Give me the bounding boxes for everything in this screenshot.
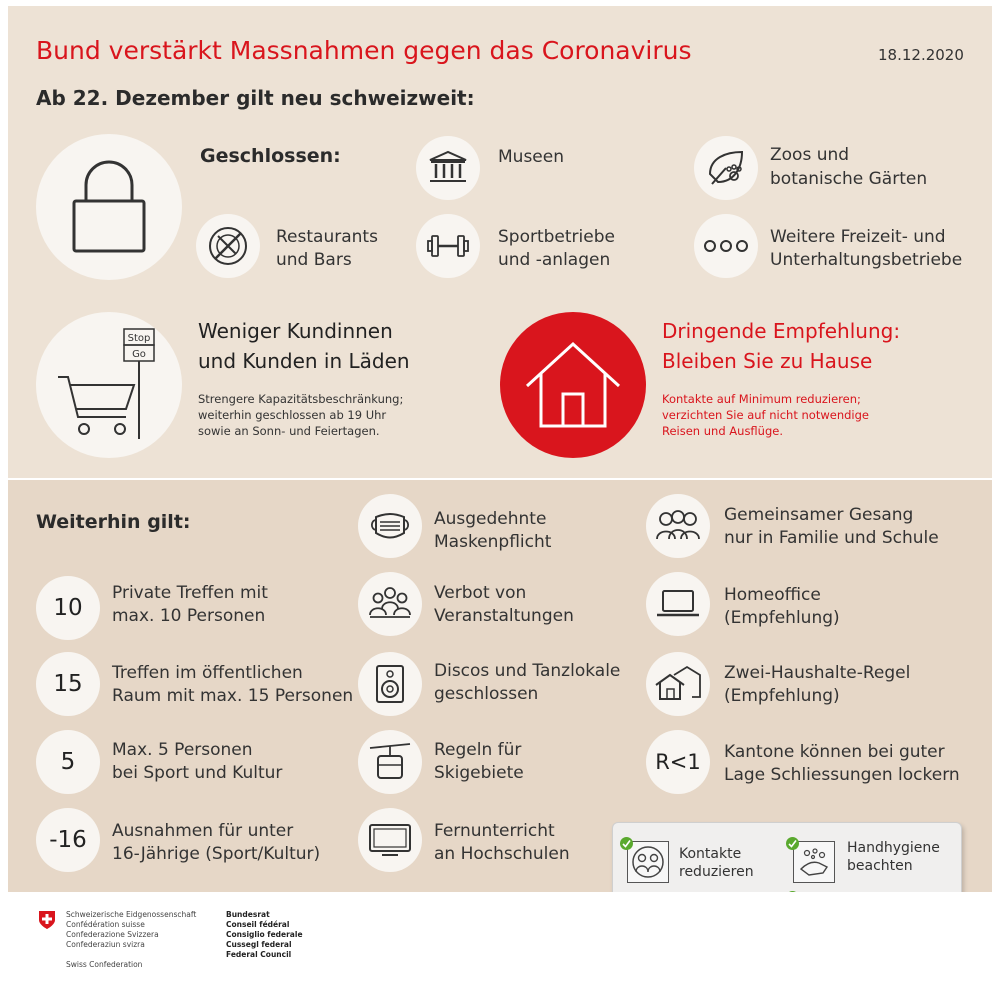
singing-circle <box>646 494 710 558</box>
leisure-label-1: Weitere Freizeit- und <box>770 227 946 247</box>
shopping-cart-icon <box>54 325 164 445</box>
footer-council-5: Federal Council <box>226 950 292 959</box>
under-16-label-2: 16-Jährige (Sport/Kultur) <box>112 844 321 864</box>
footer <box>0 892 1000 998</box>
shop-circle <box>36 312 182 458</box>
check-icon <box>620 837 633 850</box>
events-label-2: Veranstaltungen <box>434 606 574 626</box>
events-circle <box>358 572 422 636</box>
private-meetings-label-1: Private Treffen mit <box>112 583 268 603</box>
monitor-icon <box>367 822 413 858</box>
check-icon <box>786 837 799 850</box>
subtitle: Ab 22. Dezember gilt neu schweizweit: <box>36 86 475 110</box>
sport-culture-label-1: Max. 5 Personen <box>112 740 253 760</box>
footer-council-4: Cussegl federal <box>226 940 292 949</box>
badge-5 <box>36 730 100 794</box>
singing-label-2: nur in Familie und Schule <box>724 528 939 548</box>
museum-icon <box>427 150 469 186</box>
shops-body-2: weiterhin geschlossen ab 19 Uhr <box>198 408 387 422</box>
date-label: 18.12.2020 <box>878 46 964 64</box>
footer-language-1: Schweizerische Eidgenossenschaft <box>66 910 197 919</box>
sport-circle <box>416 214 480 278</box>
shops-body-1: Strengere Kapazitätsbeschränkung; <box>198 392 404 406</box>
leaf-paw-icon <box>704 148 748 188</box>
leisure-label-2: Unterhaltungsbetriebe <box>770 250 963 270</box>
two-households-label-1: Zwei-Haushalte-Regel <box>724 663 911 683</box>
ski-circle <box>358 730 422 794</box>
cantons-label-2: Lage Schliessungen lockern <box>724 765 960 785</box>
go-sign-label: Go <box>132 349 146 360</box>
r-value-circle <box>646 730 710 794</box>
two-households-circle <box>646 652 710 716</box>
distance-learning-label-2: an Hochschulen <box>434 844 570 864</box>
swiss-coat-of-arms-icon <box>38 910 56 930</box>
restaurant-circle <box>196 214 260 278</box>
mask-circle <box>358 494 422 558</box>
homeoffice-label-1: Homeoffice <box>724 585 821 605</box>
ski-label-2: Skigebiete <box>434 763 524 783</box>
restaurant-label-2: und Bars <box>276 250 352 270</box>
restaurant-closed-icon <box>206 224 250 268</box>
stay-home-circle <box>500 312 646 458</box>
distance-learning-label-1: Fernunterricht <box>434 821 555 841</box>
disco-circle <box>358 652 422 716</box>
shops-heading-2: und Kunden in Läden <box>198 349 410 373</box>
distance-learning-circle <box>358 808 422 872</box>
badge-10 <box>36 576 100 640</box>
stay-home-heading-2: Bleiben Sie zu Hause <box>662 349 873 373</box>
stay-home-body-2: verzichten Sie auf nicht notwendige <box>662 408 869 422</box>
closed-heading: Geschlossen: <box>200 145 341 167</box>
homeoffice-circle <box>646 572 710 636</box>
lock-circle <box>36 134 182 280</box>
singing-group-icon <box>655 509 701 543</box>
stay-home-body-1: Kontakte auf Minimum reduzieren; <box>662 392 861 406</box>
sport-label-1: Sportbetriebe <box>498 227 615 247</box>
museum-circle <box>416 136 480 200</box>
stay-home-heading-1: Dringende Empfehlung: <box>662 319 901 343</box>
badge-5-value: 5 <box>60 749 76 775</box>
mask-icon <box>368 511 412 541</box>
contacts-label-1: Kontakte <box>679 846 742 862</box>
badge-minus-16-value: -16 <box>49 827 87 853</box>
zoo-label-1: Zoos und <box>770 145 850 165</box>
disco-label-2: geschlossen <box>434 684 539 704</box>
contacts-label-2: reduzieren <box>679 864 754 880</box>
laptop-icon <box>655 588 701 620</box>
sport-label-2: und -anlagen <box>498 250 611 270</box>
shops-heading-1: Weniger Kundinnen <box>198 319 393 343</box>
hand-hygiene-tile <box>793 841 835 883</box>
stop-sign-label: Stop <box>127 333 151 344</box>
private-meetings-label-2: max. 10 Personen <box>112 606 266 626</box>
museum-label: Museen <box>498 147 564 167</box>
public-meetings-label-2: Raum mit max. 15 Personen <box>112 686 354 706</box>
events-label-1: Verbot von <box>434 583 527 603</box>
house-icon <box>521 338 625 432</box>
crowd-icon <box>367 585 413 623</box>
mask-label-1: Ausgedehnte <box>434 509 547 529</box>
stay-home-body-3: Reisen und Ausflüge. <box>662 424 783 438</box>
badge-minus-16 <box>36 808 100 872</box>
two-houses-icon <box>654 665 702 703</box>
badge-10-value: 10 <box>53 595 83 621</box>
footer-council-3: Consiglio federale <box>226 930 303 939</box>
speaker-icon <box>375 664 405 704</box>
page-title: Bund verstärkt Massnahmen gegen das Coronavirus <box>36 36 692 65</box>
public-meetings-label-1: Treffen im öffentlichen <box>112 663 303 683</box>
dots-icon <box>703 239 749 253</box>
leisure-circle <box>694 214 758 278</box>
hand-hygiene-label-2: beachten <box>847 858 913 874</box>
hand-hygiene-icon <box>797 845 831 879</box>
ski-label-1: Regeln für <box>434 740 522 760</box>
footer-english: Swiss Confederation <box>66 960 143 969</box>
under-16-label-1: Ausnahmen für unter <box>112 821 294 841</box>
footer-council-2: Conseil fédéral <box>226 920 290 929</box>
dumbbell-icon <box>426 234 470 258</box>
cable-car-icon <box>368 742 412 782</box>
padlock-icon <box>64 157 154 257</box>
badge-15 <box>36 652 100 716</box>
footer-language-3: Confederazione Svizzera <box>66 930 159 939</box>
footer-language-4: Confederaziun svizra <box>66 940 145 949</box>
footer-council-1: Bundesrat <box>226 910 270 919</box>
singing-label-1: Gemeinsamer Gesang <box>724 505 914 525</box>
footer-language-2: Confédération suisse <box>66 920 145 929</box>
continues-heading: Weiterhin gilt: <box>36 511 191 533</box>
r-less-one-icon: R<1 <box>655 750 701 774</box>
disco-label-1: Discos und Tanzlokale <box>434 661 621 681</box>
zoo-circle <box>694 136 758 200</box>
contacts-icon <box>631 845 665 879</box>
cantons-label-1: Kantone können bei guter <box>724 742 945 762</box>
hand-hygiene-label-1: Handhygiene <box>847 840 940 856</box>
restaurant-label-1: Restaurants <box>276 227 378 247</box>
badge-15-value: 15 <box>53 671 83 697</box>
mask-label-2: Maskenpflicht <box>434 532 552 552</box>
sport-culture-label-2: bei Sport und Kultur <box>112 763 283 783</box>
contacts-tile <box>627 841 669 883</box>
two-households-label-2: (Empfehlung) <box>724 686 840 706</box>
zoo-label-2: botanische Gärten <box>770 169 928 189</box>
shops-body-3: sowie an Sonn- und Feiertagen. <box>198 424 380 438</box>
homeoffice-label-2: (Empfehlung) <box>724 608 840 628</box>
